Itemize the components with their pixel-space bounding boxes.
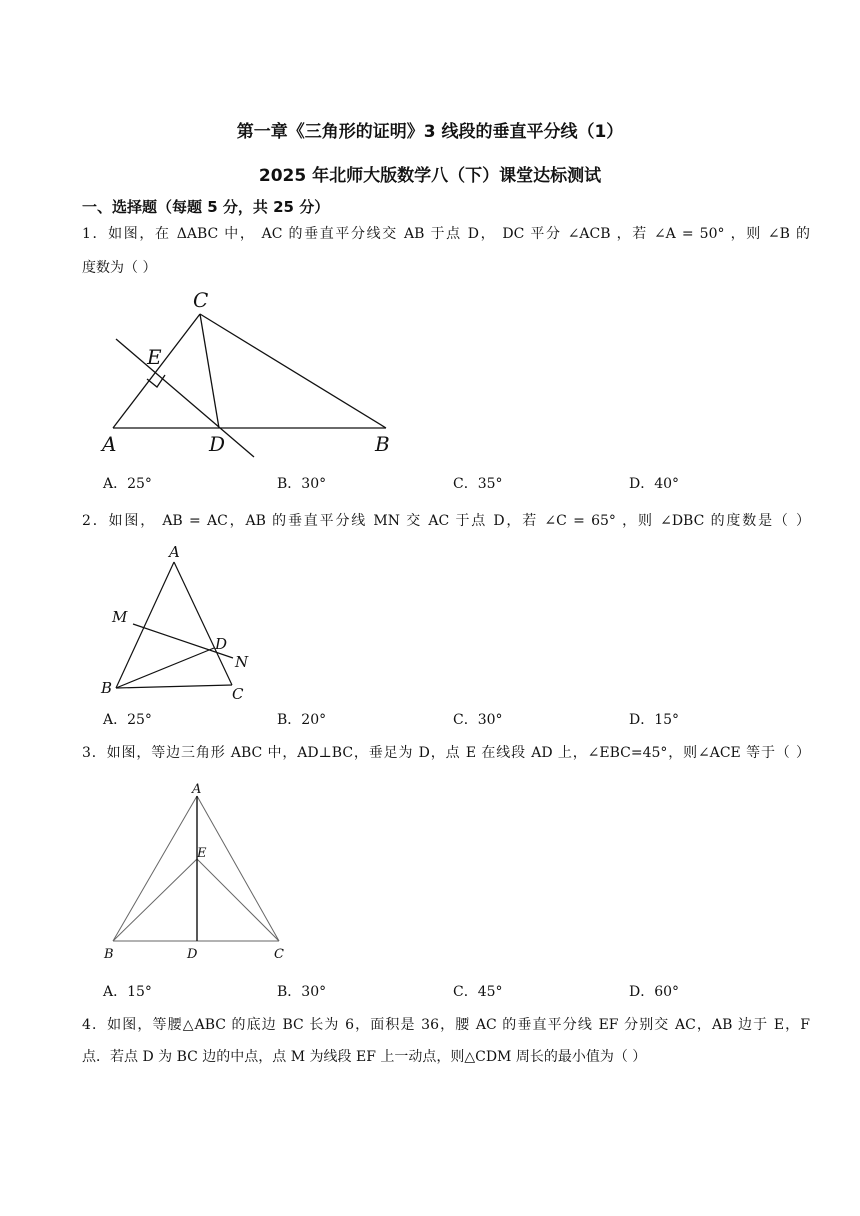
q1-option-b: B．30° [277, 476, 327, 492]
label-M: M [112, 608, 128, 626]
label-C: C [274, 947, 284, 962]
label-B: B [104, 947, 114, 962]
q3-option-c: C．45° [453, 984, 503, 1000]
label-N: N [235, 653, 249, 671]
label-A: A [102, 432, 117, 456]
question-1-line-1: 1．如图，在 ΔABC 中， AC 的垂直平分线交 AB 于点 D， DC 平分 ∠ACB ，若 ∠A = 50° ，则 ∠B 的 [82, 226, 810, 242]
segment-CD [200, 314, 219, 428]
section-heading: 一、选择题（每题 5 分，共 25 分） [82, 198, 330, 216]
q1-option-c: C．35° [453, 476, 503, 492]
segment-BD [116, 648, 214, 688]
segment-AC [174, 562, 232, 685]
segment-BC [116, 685, 232, 688]
q2-option-a: A．25° [103, 712, 152, 728]
label-D: D [209, 432, 226, 456]
label-B: B [101, 679, 113, 697]
label-D: D [187, 947, 198, 962]
segment-AC [113, 314, 200, 428]
segment-CE [197, 859, 279, 941]
question-4-line-1: 4．如图，等腰△ABC 的底边 BC 长为 6，面积是 36，腰 AC 的垂直平分线 EF 分别交 AC，AB 边于 E，F [82, 1017, 810, 1033]
label-E: E [147, 345, 162, 369]
label-A: A [192, 782, 202, 797]
q2-option-d: D．15° [629, 712, 680, 728]
question-4-line-2: 点．若点 D 为 BC 边的中点，点 M 为线段 EF 上一动点，则△CDM 周长的最小值为（ ） [82, 1049, 647, 1065]
segment-AC [197, 796, 279, 941]
q2-option-c: C．30° [453, 712, 503, 728]
question-3-figure [96, 776, 296, 966]
page-title: 第一章《三角形的证明》3 线段的垂直平分线（1） [236, 122, 624, 142]
label-C: C [232, 685, 244, 703]
segment-CB [200, 314, 386, 428]
q3-option-a: A．15° [103, 984, 152, 1000]
q1-option-d: D．40° [629, 476, 680, 492]
question-2-figure [96, 540, 266, 704]
label-E: E [197, 846, 207, 861]
question-1-line-2: 度数为（ ） [82, 260, 157, 276]
question-3-line-1: 3．如图，等边三角形 ABC 中，AD⊥BC，垂足为 D，点 E 在线段 AD 上，∠EBC=45°，则∠ACE 等于（ ） [82, 745, 810, 761]
q3-option-d: D．60° [629, 984, 680, 1000]
label-D: D [215, 635, 228, 653]
segment-AB [113, 796, 197, 941]
label-C: C [193, 288, 209, 312]
label-B: B [375, 432, 390, 456]
q1-option-a: A．25° [103, 476, 152, 492]
question-2-line-1: 2．如图， AB = AC，AB 的垂直平分线 MN 交 AC 于点 D，若 ∠C = 65° ，则 ∠DBC 的度数是（ ） [82, 513, 810, 529]
page-subtitle: 2025 年北师大版数学八（下）课堂达标测试 [258, 166, 602, 186]
q3-option-b: B．30° [277, 984, 327, 1000]
label-A: A [169, 543, 180, 561]
segment-BE [113, 859, 197, 941]
q2-option-b: B．20° [277, 712, 327, 728]
question-1-figure [96, 284, 416, 460]
right-angle-mark [147, 375, 165, 387]
